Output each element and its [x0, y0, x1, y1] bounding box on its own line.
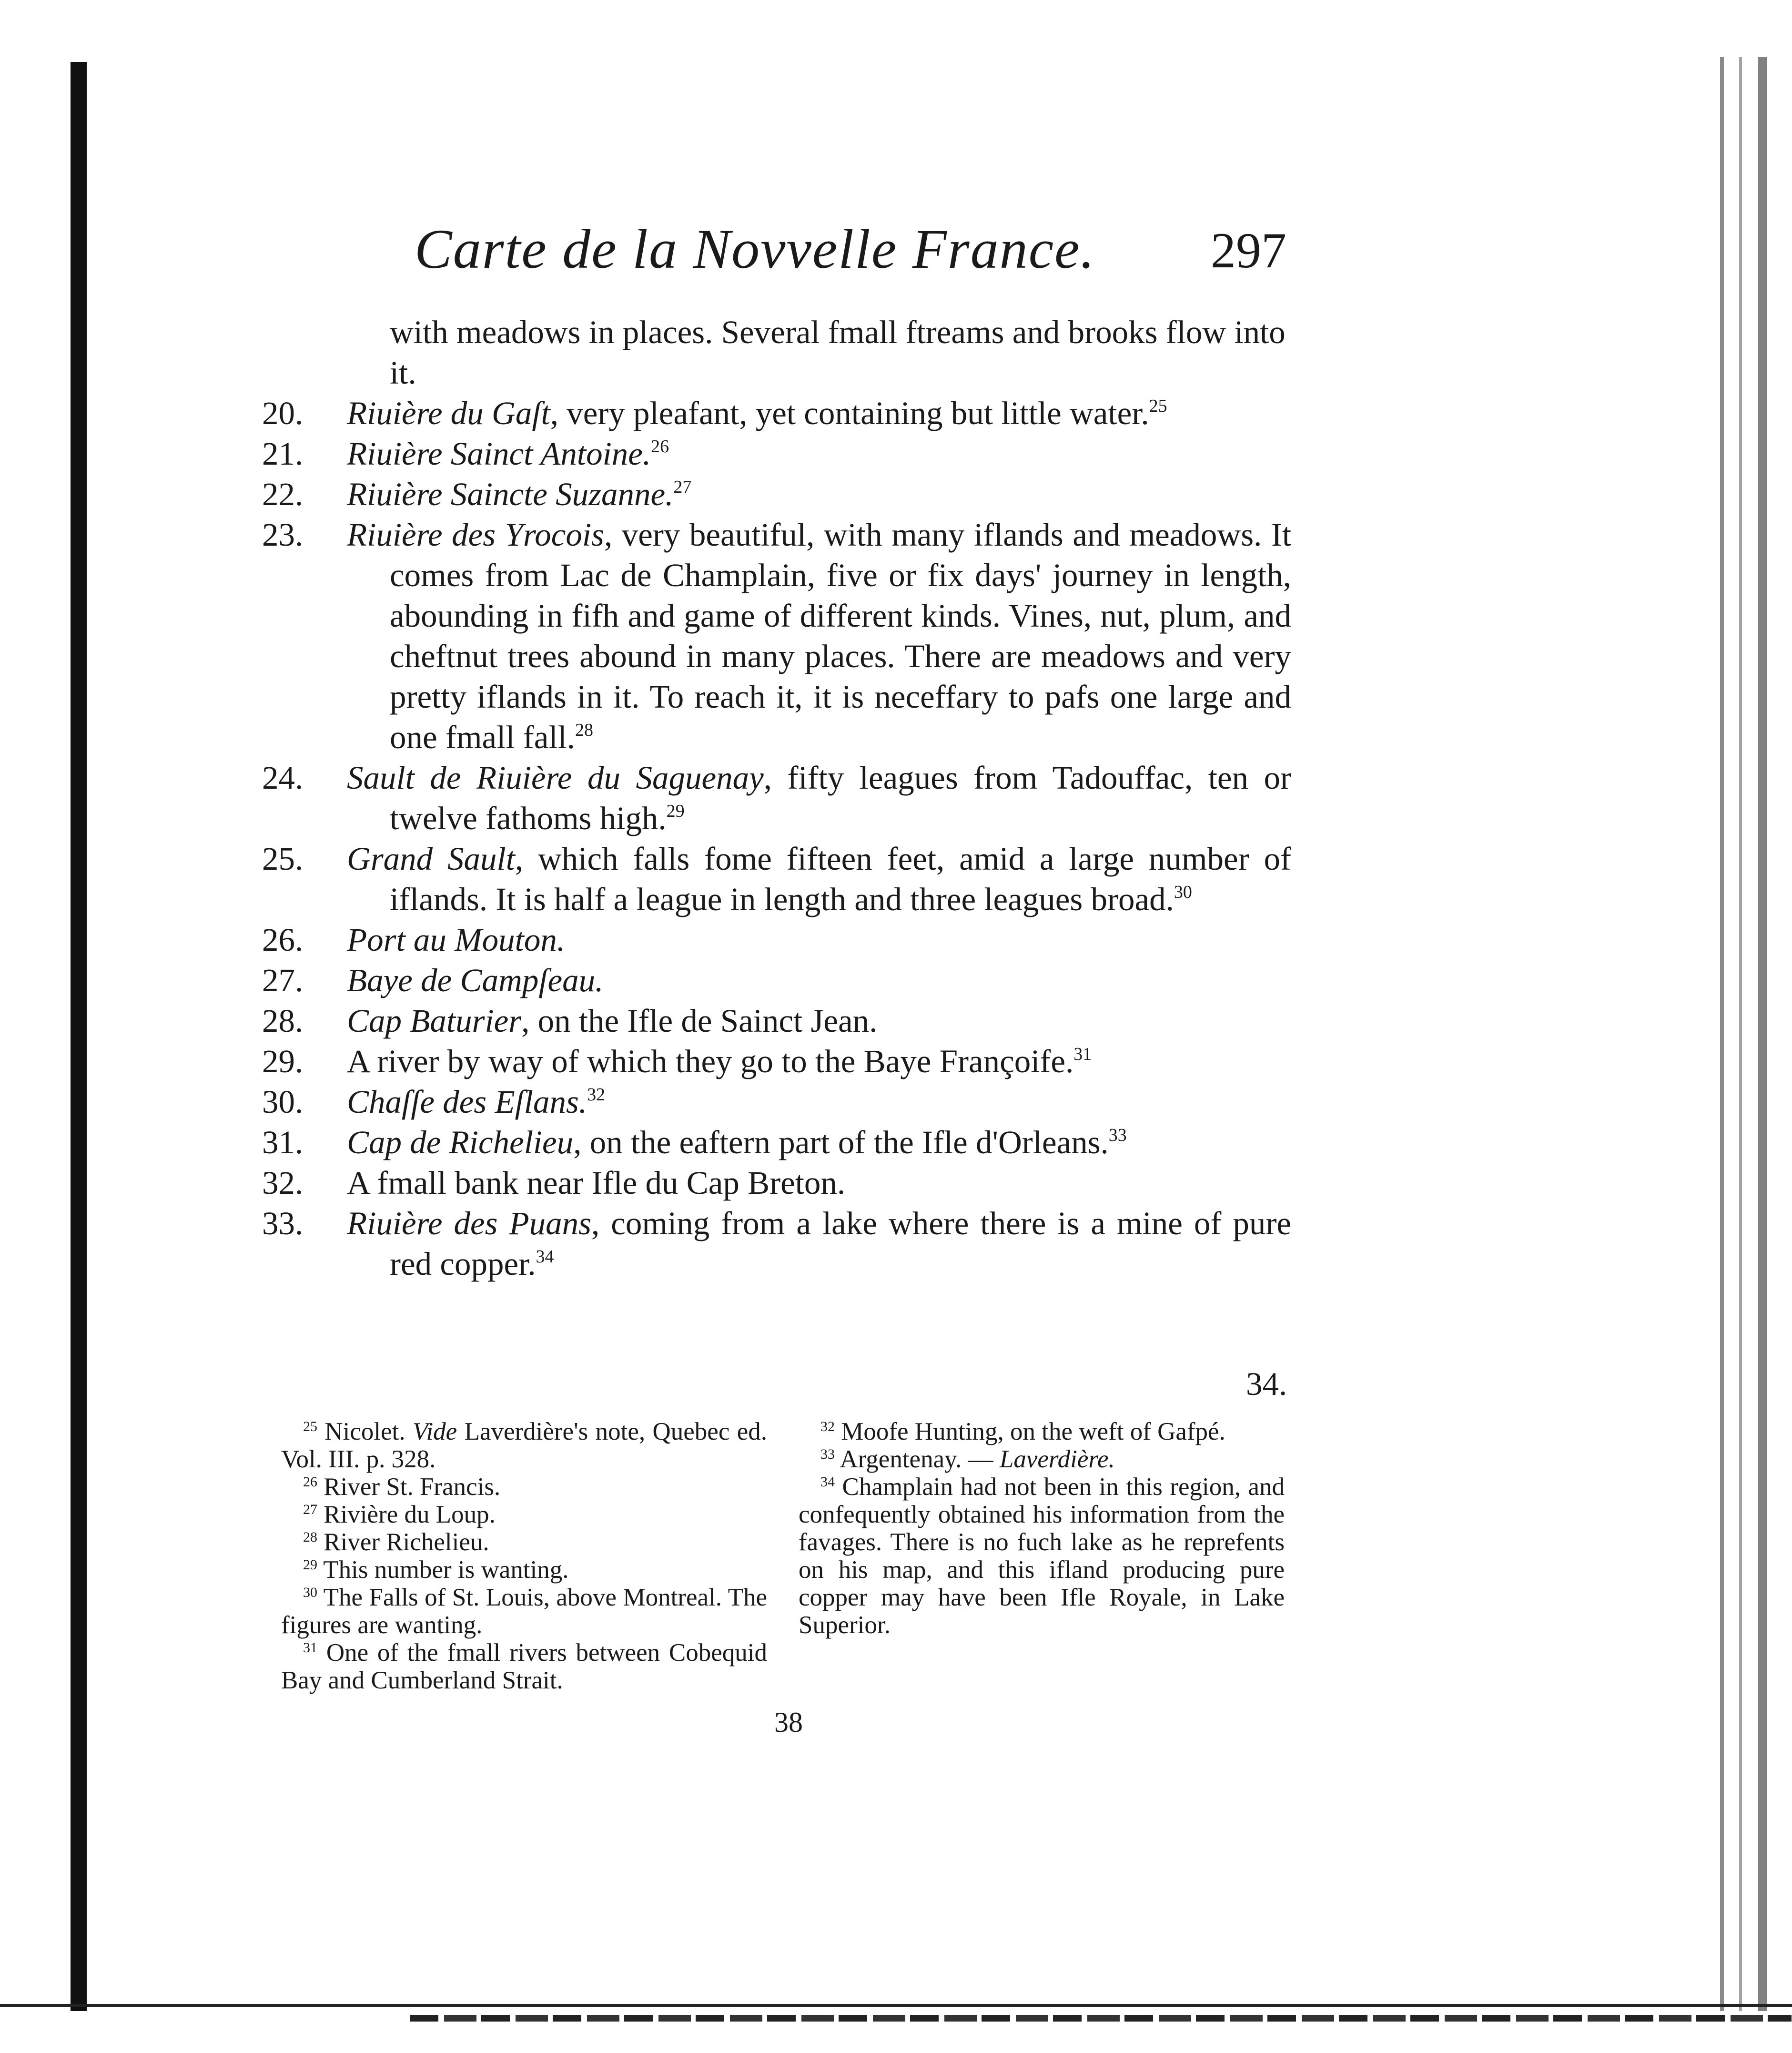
entry-description: , coming from a lake where there is a mine of pure red copper. [390, 1205, 1291, 1282]
entry-text [347, 1082, 1291, 1122]
continuation-paragraph: with meadows in places. Several fmall ftreams and brooks flow into it. [390, 314, 1286, 391]
footnote-text: River St. Francis. [324, 1473, 501, 1501]
list-item [262, 434, 1291, 474]
list-item [262, 515, 1291, 758]
entry-number: 26. [262, 922, 304, 958]
footnote-ref: 25 [1149, 396, 1167, 416]
entry-description: , fifty leagues from Tadouffac, ten or twelve fathoms high. [390, 760, 1292, 836]
list-item [262, 758, 1291, 839]
list-item [262, 1041, 1291, 1082]
footnote-ref: 34 [536, 1247, 554, 1267]
entry-number: 33. [262, 1205, 304, 1241]
footnotes-left-column [281, 1418, 767, 1694]
entry-text [347, 393, 1291, 434]
catchword: 34. [1246, 1366, 1287, 1402]
footnotes-right-column [799, 1418, 1285, 1639]
footnote-ref: 32 [587, 1085, 606, 1105]
list-item [262, 960, 1291, 1001]
footnote-number: 28 [303, 1529, 317, 1545]
page-title: Carte de la Novvelle France. [415, 218, 1095, 280]
entry-text [347, 1041, 1291, 1082]
entry-text [347, 1122, 1291, 1163]
footnote-text: This number is wanting. [323, 1556, 569, 1584]
place-name: Riuière des Yrocois [347, 517, 604, 553]
place-name: Riuière Saincte Suzanne. [347, 476, 674, 512]
list-item [262, 474, 1291, 515]
footnote-number: 27 [303, 1502, 317, 1517]
footnote-number: 25 [303, 1419, 317, 1434]
footnote [281, 1556, 767, 1584]
place-name: Cap de Richelieu [347, 1124, 574, 1160]
entry-text [347, 1203, 1291, 1284]
footnote-number: 29 [303, 1557, 317, 1573]
list-item [262, 1122, 1291, 1163]
entry-text [347, 474, 1291, 515]
footnote-ref: 27 [673, 477, 692, 497]
list-item [262, 393, 1291, 434]
scan-edge-noise [1711, 57, 1772, 2011]
entry-number: 31. [262, 1124, 304, 1160]
bottom-rule-dashed [410, 2015, 1792, 2022]
entry-text [347, 1163, 1291, 1203]
place-name: Sault de Riuière du Saguenay [347, 760, 764, 796]
place-name: Baye de Campſeau. [347, 962, 604, 998]
footnote [281, 1528, 767, 1556]
footnote-ref: 28 [575, 720, 593, 740]
entry-description: , on the eaftern part of the Ifle d'Orleans. [573, 1124, 1109, 1160]
footnote-number: 30 [303, 1585, 317, 1600]
bottom-rule [0, 2004, 1792, 2007]
entry-text [347, 434, 1291, 474]
footnote-number: 32 [820, 1419, 835, 1434]
footnote-ref: 31 [1073, 1044, 1092, 1064]
footnote-ref: 30 [1174, 882, 1192, 902]
binding-edge [71, 62, 87, 2011]
footnote-text: Moofe Hunting, on the weft of Gafpé. [841, 1418, 1225, 1445]
footnote-text: Champlain had not been in this region, and confequently obtained his information from the favages. There is no fuch lake as he reprefents on his map, and this ifland producing pure copper may have been Ifle Royale, in Lake Superior. [799, 1473, 1285, 1639]
entry-description: A river by way of which they go to the Baye Françoife. [347, 1043, 1074, 1079]
footnote-text: River Richelieu. [324, 1528, 489, 1556]
footnote-italic: Laverdière. [999, 1445, 1115, 1473]
main-text [262, 312, 1291, 1284]
footnote [799, 1445, 1285, 1473]
entry-number: 29. [262, 1043, 304, 1079]
footnote-ref: 33 [1108, 1125, 1127, 1145]
entry-number: 28. [262, 1003, 304, 1039]
entry-description: A fmall bank near Ifle du Cap Breton. [347, 1165, 846, 1201]
running-head [415, 217, 1286, 288]
entry-number: 25. [262, 841, 304, 877]
footnote-text: Argentenay. — [840, 1445, 1000, 1473]
footnote-text: The Falls of St. Louis, above Montreal. The figures are wanting. [281, 1584, 767, 1639]
footnote-ref: 26 [651, 437, 669, 457]
entry-number: 24. [262, 760, 304, 796]
place-name: Riuière du Gaſt [347, 395, 550, 431]
entry-list [262, 393, 1291, 1284]
entry-number: 27. [262, 962, 304, 998]
footnote-number: 34 [820, 1474, 835, 1490]
place-name: Cap Baturier [347, 1003, 522, 1039]
list-item [262, 1082, 1291, 1122]
footnote [281, 1639, 767, 1694]
place-name: Port au Mouton. [347, 922, 566, 958]
footnote-number: 33 [820, 1446, 835, 1462]
footnote-text: Nicolet. [324, 1418, 413, 1445]
entry-text [347, 1001, 1291, 1041]
footnote-ref: 29 [666, 801, 685, 821]
footnote [799, 1418, 1285, 1445]
entry-number: 22. [262, 476, 304, 512]
footnote-text: Rivière du Loup. [324, 1501, 496, 1528]
footnote [799, 1473, 1285, 1639]
signature-mark: 38 [774, 1707, 803, 1738]
footnote [281, 1501, 767, 1528]
entry-text [347, 960, 1291, 1001]
entry-description: , very beautiful, with many iflands and meadows. It comes from Lac de Champlain, five or fix days' journey in length, abounding in fifh and game of different kinds. Vines, nut, plum, and cheftnut trees abound in many places. There are meadows and very pretty iflands in it. To reach it, it is neceffary to pafs one large and one fmall fall. [390, 517, 1292, 755]
entry-text [347, 920, 1291, 960]
footnote [281, 1418, 767, 1473]
entry-text [347, 515, 1291, 758]
entry-number: 23. [262, 517, 304, 553]
entry-text [347, 839, 1291, 920]
footnote-number: 31 [303, 1640, 317, 1656]
entry-number: 20. [262, 395, 304, 431]
footnote-italic: Vide [413, 1418, 457, 1445]
list-item [262, 1001, 1291, 1041]
list-item [262, 920, 1291, 960]
list-item [262, 839, 1291, 920]
entry-description: , very pleafant, yet containing but little water. [550, 395, 1149, 431]
page-number: 297 [1211, 223, 1286, 278]
place-name: Chaſſe des Eſlans. [347, 1084, 587, 1120]
footnote [281, 1473, 767, 1501]
place-name: Grand Sault [347, 841, 515, 877]
entry-number: 32. [262, 1165, 304, 1201]
footnote-text-cont: Laverdière's note, Quebec ed. Vol. III. p. 328. [281, 1418, 767, 1473]
place-name: Riuière Sainct Antoine. [347, 436, 651, 472]
footnote [281, 1584, 767, 1639]
place-name: Riuière des Puans [347, 1205, 591, 1241]
entry-description: , on the Ifle de Sainct Jean. [521, 1003, 878, 1039]
footnote-text: One of the fmall rivers between Cobequid Bay and Cumberland Strait. [281, 1639, 768, 1694]
entry-description: , which falls fome fifteen feet, amid a large number of iflands. It is half a league in length and three leagues broad. [390, 841, 1291, 917]
list-item [262, 1203, 1291, 1284]
footnote-number: 26 [303, 1474, 317, 1490]
list-item [262, 1163, 1291, 1203]
entry-number: 21. [262, 436, 304, 472]
entry-text [347, 758, 1291, 839]
entry-number: 30. [262, 1084, 304, 1120]
